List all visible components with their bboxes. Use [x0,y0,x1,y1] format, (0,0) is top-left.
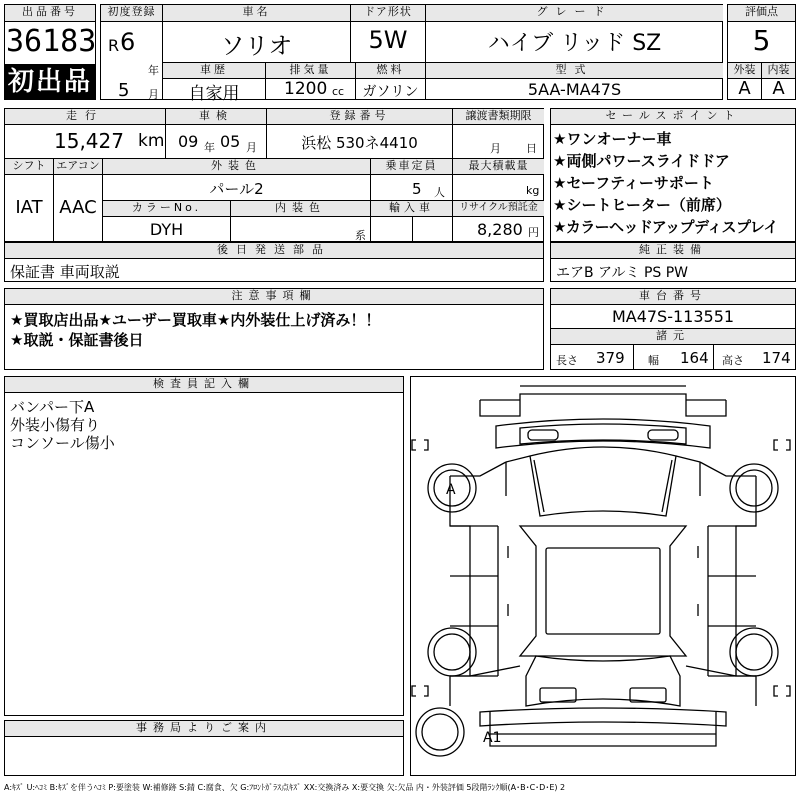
car-diagram [410,376,796,776]
rear-bumper-outline [490,712,716,746]
inspector-label: 検査員記入欄 [5,377,403,392]
max-load-label: 最大積載量 [453,159,544,174]
sales-point-1: ★ワンオーナー車 [553,130,672,148]
exterior-score-label: 外装 [728,63,761,78]
sales-point-4: ★シートヒーター（前席） [553,196,731,214]
inspection-month-unit: 月 [246,141,257,154]
first-reg-era: R [108,36,120,55]
wheel-rear-right-outline [730,628,778,676]
damage-mark-a: A [446,482,456,498]
inspector-line-3: コンソール傷小 [10,434,115,452]
lot-number: 36183 [6,24,97,59]
grade-value: ハイブ リッド SZ [487,31,662,56]
transfer-day-unit: 日 [526,142,537,155]
exterior-color-value: パール2 [209,180,264,198]
shift-label: シフト [5,159,53,174]
door-value: 5W [368,26,408,54]
mileage-label: 走行 [5,109,165,124]
plate-value: 浜松 530ネ4410 [301,134,418,152]
first-reg-label: 初度登録 [101,5,162,21]
notes-label: 注意事項欄 [5,289,543,304]
chassis-value: MA47S-113551 [611,307,735,326]
first-reg-year-unit: 年 [148,64,159,77]
notes-line-1: ★買取店出品★ユーザー買取車★内外装仕上げ済み！！ [10,311,381,329]
inspection-year: 09 [178,132,199,151]
legend-text: A:ｷｽﾞ U:ﾍｺﾐ B:ｷｽﾞを伴うﾍｺﾐ P:要塗装 W:補修跡 S:錆 C:腐食、欠 G:ﾌﾛﾝﾄｶﾞﾗｽ点ｷｽﾞ XX:交換済み X:要交換 欠:欠品 内・外装評価 5段階ﾗﾝｸ順(A･B･C･D･E) 2 [4,783,566,792]
damage-mark-a1: A1 [483,730,502,746]
displacement-unit: cc [332,85,345,98]
first-listing-badge: 初出品 [4,64,96,100]
interior-color-suffix: 系 [355,229,366,242]
exterior-color-label: 外装色 [103,159,370,174]
mileage-value: 15,427 [54,129,124,153]
wheel-front-right-outline [730,464,778,512]
model-type-label: 型式 [426,63,723,78]
plate-label: 登録番号 [267,109,452,124]
aircon-value: AAC [59,197,97,218]
capacity-value: 5 [412,180,422,198]
car-name-label: 車名 [163,5,350,21]
width-label: 幅 [648,354,659,367]
shift-value: IAT [15,197,43,218]
windshield-outline [530,447,676,516]
equipment-label: 純正装備 [551,243,795,258]
history-value: 自家用 [188,84,240,104]
fuel-label: 燃料 [356,63,425,78]
exterior-score: A [738,78,751,99]
sales-points-label: セールスポイント [551,109,795,124]
recycle-unit: 円 [528,226,539,239]
sales-point-2: ★両側パワースライドドア [553,152,730,170]
equipment-value: エアB アルミ PS PW [556,265,689,281]
score-label: 評価点 [728,5,795,21]
inspection-month: 05 [220,132,241,151]
transfer-month-unit: 月 [490,142,501,155]
wheel-rear-left-outline [428,628,476,676]
interior-color-label: 内装色 [231,201,370,216]
fuel-value: ガソリン [362,84,419,100]
first-reg-month: 5 [118,80,130,101]
inspector-line-1: バンパー下A [10,398,95,416]
later-parts-value: 保証書 車両取説 [10,263,120,281]
chassis-label: 車台番号 [551,289,795,304]
door-label: ドア形状 [351,5,425,21]
later-parts-label: 後日発送部品 [5,243,543,258]
interior-score: A [772,78,785,99]
transfer-docs-label: 譲渡書類期限 [453,109,544,124]
capacity-label: 乗車定員 [371,159,452,174]
office-label: 事務局よりご案内 [5,721,403,736]
dimensions-label: 諸元 [551,329,795,344]
mileage-unit: km [138,131,165,151]
car-name-value: ソリオ [220,32,293,60]
first-reg-month-unit: 月 [148,88,159,101]
inspection-label: 車検 [166,109,266,124]
length-value: 379 [596,349,625,367]
height-label: 高さ [722,354,744,367]
spare-wheel-outline [416,708,464,756]
displacement-value: 1200 [284,79,328,99]
sales-point-5: ★カラーヘッドアップディスプレイ [553,218,778,236]
inspection-year-unit: 年 [204,141,215,154]
lot-label: 出品番号 [5,5,95,21]
max-load-unit: kg [526,184,540,197]
capacity-unit: 人 [434,186,445,199]
recycle-value: 8,280 [477,220,523,239]
front-bumper-outline [480,386,726,416]
color-no-value: DYH [149,220,184,239]
inspector-line-2: 外装小傷有り [10,416,101,434]
grade-label: グレード [426,5,723,21]
color-no-label: カラーNo. [103,201,230,216]
history-label: 車歴 [163,63,265,78]
length-label: 長さ [556,354,578,367]
cabin-outline [520,526,686,656]
interior-score-label: 内装 [762,63,795,78]
import-car-label: 輸入車 [371,201,452,216]
model-type-value: 5AA-MA47S [527,80,622,99]
displacement-label: 排気量 [266,63,355,78]
first-reg-year: 6 [120,28,136,56]
width-value: 164 [680,349,709,367]
notes-line-2: ★取説・保証書後日 [10,331,144,349]
score-value: 5 [752,24,771,57]
aircon-label: エアコン [54,159,102,174]
height-value: 174 [762,349,791,367]
recycle-label: リサイクル預託金 [453,201,544,216]
rear-window-outline [526,656,680,706]
sales-point-3: ★セーフティーサポート [553,174,714,192]
